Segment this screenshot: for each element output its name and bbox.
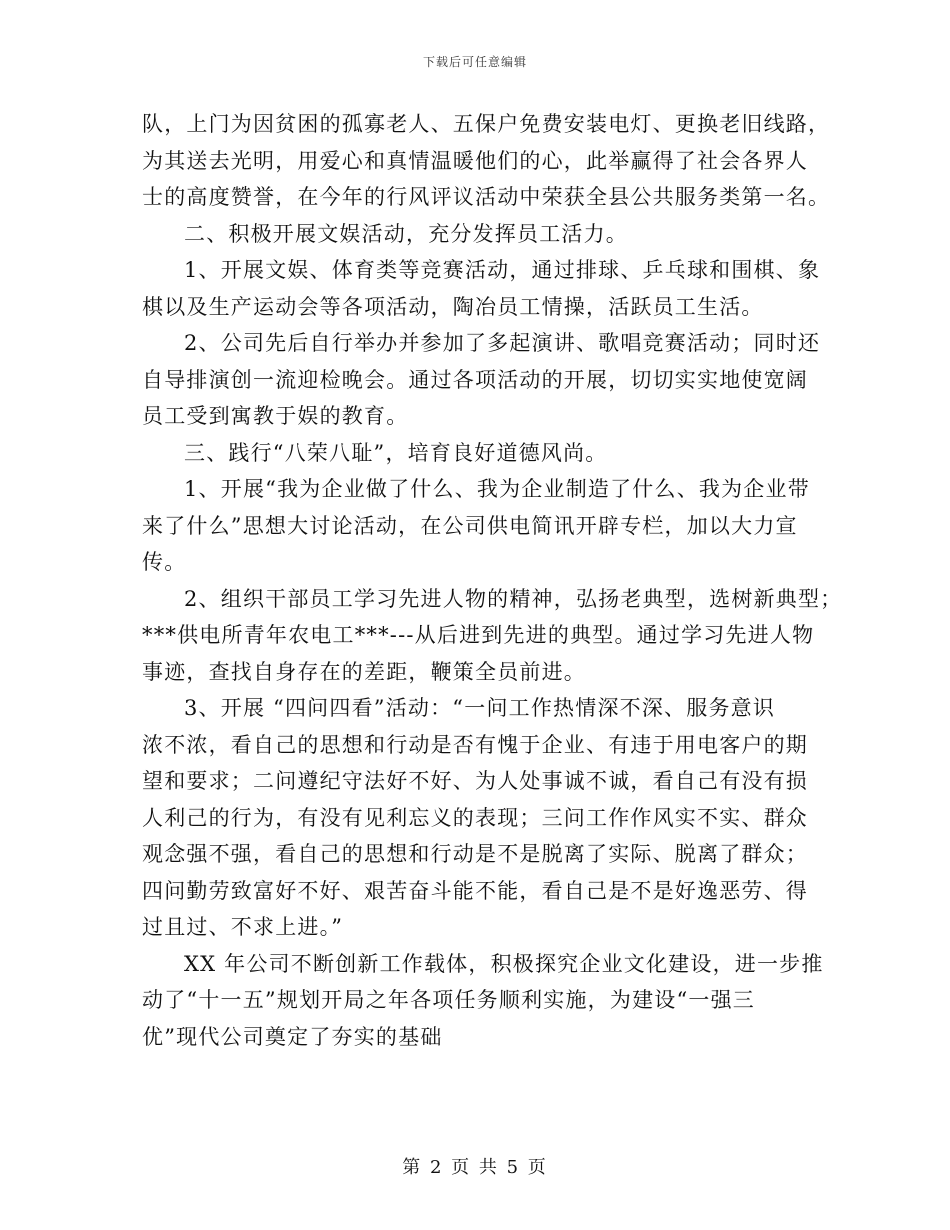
text-line: ***供电所青年农电工***---从后进到先进的典型。通过学习先进人物 [142, 623, 815, 647]
text-line: 员工受到寓教于娱的教育。 [142, 404, 409, 428]
text-line: 三、践行“八荣八耻”，培育良好道德风尚。 [184, 440, 608, 465]
text-line: 自导排演创一流迎检晚会。通过各项活动的开展，切切实实地使宽阔 [142, 367, 808, 392]
text-line: 浓不浓，看自己的思想和行动是否有愧于企业、有违于用电客户的期 [142, 732, 808, 757]
paragraph [142, 471, 810, 581]
document-body [142, 106, 843, 1055]
text-line: 二、积极开展文娱活动，充分发挥员工活力。 [184, 221, 628, 246]
text-line: 人利己的行为，有没有见利忘义的表现；三问工作作风实不实、群众 [142, 805, 808, 830]
text-line: 观念强不强，看自己的思想和行动是不是脱离了实际、脱离了群众； [142, 842, 808, 866]
text-line: 队，上门为因贫困的孤寡老人、五保户免费安装电灯、更换老旧线路， [142, 112, 831, 136]
text-line: 2、公司先后自行举办并参加了多起演讲、歌唱竞赛活动；同时还 [184, 331, 821, 355]
text-line: 传。 [142, 550, 187, 574]
paragraph [142, 946, 824, 1056]
page-number: 第 2 页 共 5 页 [402, 1157, 548, 1178]
text-line: 为其送去光明，用爱心和真情温暖他们的心，此举赢得了社会各界人 [142, 148, 808, 173]
text-line: 望和要求；二问遵纪守法好不好、为人处事诚不诚，看自己有没有损 [142, 769, 808, 793]
paragraph [142, 690, 807, 946]
text-line: 3、开展 “四问四看”活动：“一问工作热情深不深、服务意识 [184, 696, 776, 720]
text-line: 棋以及生产运动会等各项活动，陶冶员工情操，活跃员工生活。 [142, 294, 764, 319]
page-header: 下载后可任意编辑 [422, 55, 527, 69]
text-line: 过且过、不求上进。” [142, 915, 344, 939]
text-line: 四问勤劳致富好不好、艰苦奋斗能不能，看自己是不是好逸恶劳、得 [142, 878, 808, 903]
paragraph [142, 325, 821, 435]
text-line: 士的高度赞誉，在今年的行风评议活动中荣获全县公共服务类第一名。 [142, 185, 831, 209]
section-heading [142, 216, 807, 253]
text-line: 1、开展“我为企业做了什么、我为企业制造了什么、我为企业带 [184, 477, 810, 501]
paragraph [142, 252, 821, 325]
text-line: 2、组织干部员工学习先进人物的精神，弘扬老典型，选树新典型； [184, 586, 843, 611]
section-heading [142, 435, 807, 472]
text-line: 事迹，查找自身存在的差距，鞭策全员前进。 [142, 659, 586, 684]
paragraph [142, 581, 843, 691]
text-line: 动了“十一五”规划开局之年各项任务顺利实施，为建设“一强三 [142, 988, 756, 1012]
text-line: 来了什么”思想大讨论活动，在公司供电简讯开辟专栏，加以大力宣 [142, 513, 798, 538]
paragraph [142, 106, 831, 216]
text-line: 1、开展文娱、体育类等竞赛活动，通过排球、乒乓球和围棋、象 [184, 258, 821, 282]
text-line: XX 年公司不断创新工作载体，积极探究企业文化建设，进一步推 [184, 951, 824, 976]
text-line: 优”现代公司奠定了夯实的基础 [142, 1024, 443, 1049]
